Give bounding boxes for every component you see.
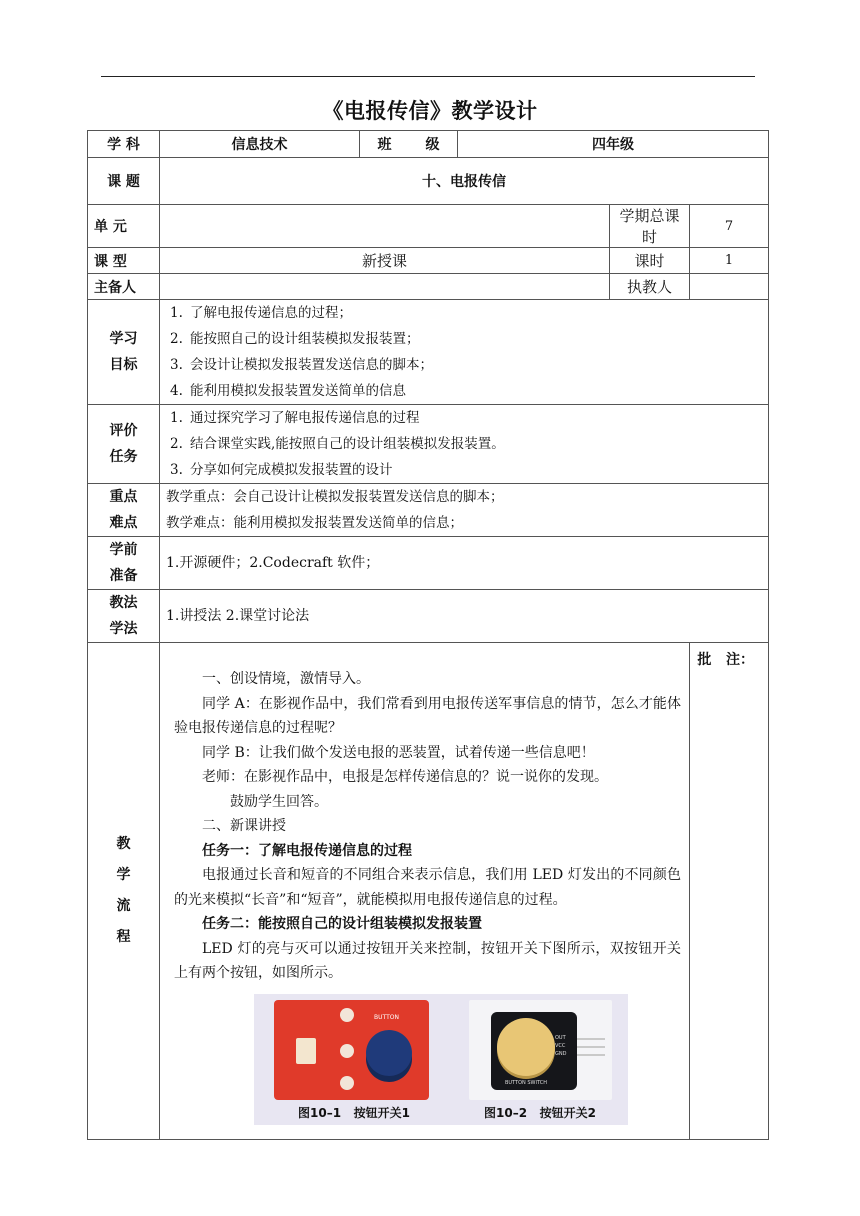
- label-type: 课 型: [88, 248, 160, 274]
- teaching-flow-content: [160, 643, 690, 1140]
- value-unit: [160, 205, 610, 248]
- row-topic: [88, 158, 769, 205]
- methods-text: 1.讲授法 2.课堂讨论法: [160, 590, 769, 643]
- button-switch-2-image: [469, 1000, 612, 1100]
- row-preparer: [88, 274, 769, 300]
- flow-paragraph: 同学 B：让我们做个发送电报的恶装置，试着传递一些信息吧！: [202, 744, 595, 761]
- header-rule: [101, 76, 755, 77]
- label-preparation: [88, 537, 160, 590]
- notes-cell: [690, 643, 769, 1140]
- pin-graphic: [577, 1038, 605, 1040]
- row-preparation: [88, 537, 769, 590]
- figure-caption-2: 图10–2 按钮开关2: [484, 1105, 596, 1120]
- value-type: 新授课: [160, 248, 610, 274]
- label-teacher: 执教人: [610, 274, 690, 300]
- label-key-points-line2: 难点: [109, 515, 138, 531]
- value-topic: 十、电报传信: [160, 158, 769, 205]
- connector-graphic: [296, 1038, 316, 1064]
- objective-item: 1. 了解电报传递信息的过程；: [170, 305, 352, 321]
- mount-hole-graphic: [340, 1044, 354, 1058]
- evaluation-item: 3. 分享如何完成模拟发报装置的设计: [170, 462, 393, 478]
- yellow-button-cap: [497, 1018, 555, 1076]
- flow-paragraph: 电报通过长音和短音的不同组合来表示信息，我们用 LED 灯发出的不同颜色的光来模拟“长音”和“短音”，就能模拟用电报传递信息的过程。: [174, 867, 681, 908]
- label-teaching-flow: [88, 643, 160, 1140]
- row-methods: [88, 590, 769, 643]
- label-methods: [88, 590, 160, 643]
- flow-label-char: 教: [116, 836, 131, 852]
- label-evaluation-line1: 评价: [109, 423, 138, 439]
- lesson-plan-table: [87, 130, 769, 1140]
- preparation-text: 1.开源硬件；2.Codecraft 软件；: [160, 537, 769, 590]
- label-preparer: 主备人: [88, 274, 160, 300]
- label-total-hours: 学期总课时: [610, 205, 690, 248]
- value-class: 四年级: [458, 131, 769, 158]
- flow-paragraph: 鼓励学生回答。: [230, 793, 328, 810]
- difficulty-line: 教学难点：能利用模拟发报装置发送简单的信息；: [166, 515, 463, 531]
- label-unit: 单 元: [88, 205, 160, 248]
- label-class: 班 级: [360, 131, 458, 158]
- label-evaluation: [88, 405, 160, 484]
- pin-labels: OUT VCC GND: [555, 1034, 567, 1057]
- flow-label-char: 流: [116, 898, 131, 914]
- flow-paragraph: 同学 A：在影视作品中，我们常看到用电报传送军事信息的情节，怎么才能体验电报传递信息的过程呢？: [174, 695, 681, 736]
- row-unit: [88, 205, 769, 248]
- flow-paragraph: LED 灯的亮与灭可以通过按钮开关来控制，按钮开关下图所示，双按钮开关上有两个按钮，如图所示。: [174, 940, 681, 981]
- label-preparation-line2: 准备: [109, 568, 138, 584]
- objective-item: 4. 能利用模拟发报装置发送简单的信息: [170, 383, 406, 399]
- row-type: [88, 248, 769, 274]
- label-hours: 课时: [610, 248, 690, 274]
- flow-label-char: 程: [116, 929, 131, 945]
- mount-hole-graphic: [340, 1008, 354, 1022]
- button-switch-1-image: [274, 1000, 429, 1100]
- mount-hole-graphic: [340, 1076, 354, 1090]
- label-objectives: [88, 300, 160, 405]
- evaluation-item: 2. 结合课堂实践,能按照自己的设计组装模拟发报装置。: [170, 436, 505, 452]
- figure-caption-1: 图10–1 按钮开关1: [298, 1105, 410, 1120]
- row-teaching-flow: [88, 643, 769, 1140]
- board-label: BUTTON SWITCH: [505, 1079, 547, 1086]
- row-objectives: [88, 300, 769, 405]
- document-title: 《电报传信》教学设计: [322, 99, 538, 123]
- flow-paragraph: 一、创设情境，激情导入。: [202, 671, 370, 687]
- row-evaluation: [88, 405, 769, 484]
- label-topic: 课 题: [88, 158, 160, 205]
- label-methods-line1: 教法: [109, 595, 138, 611]
- evaluation-list: [160, 405, 769, 484]
- label-key-points-line1: 重点: [109, 489, 138, 505]
- key-points-text: [160, 484, 769, 537]
- board-label: BUTTON: [374, 1013, 399, 1021]
- flow-paragraph: 二、新课讲授: [202, 818, 286, 834]
- label-key-points: [88, 484, 160, 537]
- evaluation-item: 1. 通过探究学习了解电报传递信息的过程: [170, 410, 420, 426]
- task-heading: 任务二：能按照自己的设计组装模拟发报装置: [202, 916, 482, 932]
- label-subject: 学 科: [88, 131, 160, 158]
- row-subject: [88, 131, 769, 158]
- objectives-list: [160, 300, 769, 405]
- pin-graphic: [577, 1046, 605, 1048]
- pin-graphic: [577, 1054, 605, 1056]
- label-evaluation-line2: 任务: [109, 449, 138, 465]
- value-preparer: [160, 274, 610, 300]
- label-objectives-line1: 学习: [109, 331, 138, 347]
- objective-item: 2. 能按照自己的设计组装模拟发报装置；: [170, 331, 420, 347]
- label-objectives-line2: 目标: [109, 357, 138, 373]
- pcb-graphic: [491, 1012, 577, 1090]
- key-point-line: 教学重点：会自己设计让模拟发报装置发送信息的脚本；: [166, 489, 504, 505]
- value-total-hours: 7: [690, 205, 769, 248]
- task-heading: 任务一：了解电报传递信息的过程: [202, 842, 412, 859]
- button-switch-figures: [254, 994, 628, 1125]
- value-hours: 1: [690, 248, 769, 274]
- flow-label-char: 学: [116, 867, 131, 883]
- label-methods-line2: 学法: [109, 621, 138, 637]
- notes-label: 批 注：: [697, 652, 754, 668]
- label-preparation-line1: 学前: [109, 542, 138, 558]
- objective-item: 3. 会设计让模拟发报装置发送信息的脚本；: [170, 357, 433, 373]
- value-subject: 信息技术: [160, 131, 360, 158]
- value-teacher: [690, 274, 769, 300]
- row-key-points: [88, 484, 769, 537]
- flow-paragraph: 老师：在影视作品中，电报是怎样传递信息的？说一说你的发现。: [202, 769, 608, 785]
- blue-button-cap: [366, 1030, 412, 1076]
